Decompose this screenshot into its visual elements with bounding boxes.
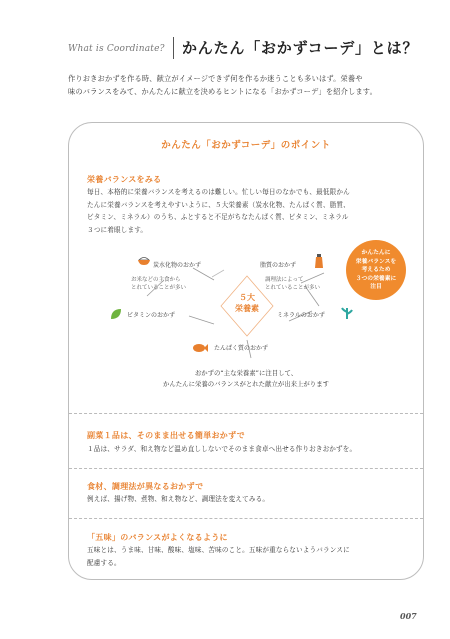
carb-note-line: お米などの主食から bbox=[131, 277, 181, 283]
intro-line: 作りおきおかずを作る時、献立がイメージできず何を作るか迷うことも多いはず。栄養や bbox=[68, 74, 363, 83]
section-line: ビタミン、ミネラル）のうち、ふとすると不足がちなたんぱく質、ビタミン、ミネラル bbox=[87, 213, 349, 221]
section-line: 配慮する。 bbox=[87, 558, 121, 567]
badge-line: ３つの栄養素に bbox=[355, 275, 397, 282]
center-line: ５大 bbox=[239, 293, 255, 302]
vitamin-label: ビタミンのおかず bbox=[127, 312, 176, 319]
section-line: 五味とは、うま味、甘味、酸味、塩味、苦味のこと。五味が重ならないようバランスに bbox=[87, 546, 350, 554]
badge-line: 考えるため bbox=[361, 267, 391, 273]
page-number: 007 bbox=[400, 611, 417, 621]
badge-line: かんたんに bbox=[361, 250, 391, 256]
oil-bottle-icon bbox=[313, 253, 325, 273]
badge-line: 注目 bbox=[370, 284, 382, 290]
carb-note-line: とれていることが多い bbox=[131, 285, 187, 291]
fat-label: 脂質のおかず bbox=[260, 262, 297, 269]
caption-line: かんたんに栄養のバランスがとれた献立が出来上がります bbox=[163, 380, 329, 388]
section-divider bbox=[69, 518, 423, 519]
intro-line: 味のバランスをみて、かんたんに献立を決めるヒントになる「おかずコーデ」を紹介します。 bbox=[68, 87, 377, 96]
fish-icon bbox=[192, 339, 208, 358]
carb-note bbox=[131, 276, 186, 292]
panel-title: かんたん「おかずコーデ」のポイント bbox=[161, 140, 331, 151]
section-divider bbox=[69, 468, 423, 469]
section-title: 副菜１品は、そのまま出せる簡単おかずで bbox=[87, 431, 245, 440]
section-line: 例えば、揚げ物、煮物、和え物など、調理法を変えてみる。 bbox=[87, 495, 270, 503]
section-body bbox=[87, 544, 409, 569]
page-title: かんたん「おかずコーデ」とは？ bbox=[182, 39, 419, 57]
leaf-icon bbox=[109, 306, 123, 325]
mineral-label: ミネラルのおかず bbox=[277, 312, 325, 319]
section-body bbox=[87, 186, 409, 236]
intro-text bbox=[68, 72, 428, 98]
points-panel bbox=[68, 122, 424, 580]
header-eyebrow: What is Coordinate? bbox=[68, 44, 165, 54]
section-title: 「五味」のバランスがよくなるように bbox=[87, 533, 228, 542]
fat-note-line: とれていることが多い bbox=[265, 285, 321, 291]
caption-line: おかずの“主な栄養素”に注目して、 bbox=[194, 369, 298, 377]
center-label bbox=[227, 292, 267, 314]
center-line: 栄養素 bbox=[235, 304, 259, 313]
page-header bbox=[68, 36, 428, 60]
section-line: たんに栄養バランスを考えやすいように、５大栄養素（炭水化物、たんぱく質、脂質、 bbox=[87, 200, 350, 209]
section-line: １品は、サラダ、和え物など温め直ししないでそのまま食卓へ出せる作りおきおかずを。 bbox=[87, 445, 357, 453]
section-divider bbox=[69, 413, 423, 414]
header-divider bbox=[173, 37, 174, 59]
badge-line: 栄養バランスを bbox=[355, 258, 397, 265]
diagram-caption bbox=[69, 368, 423, 390]
section-line: 毎日、本格的に栄養バランスを考えるのは難しい。忙しい毎日のなかでも、最低限かん bbox=[87, 188, 350, 196]
fat-note bbox=[265, 276, 320, 292]
section-title: 食材、調理法が異なるおかずで bbox=[87, 482, 204, 491]
protein-label: たんぱく質のおかず bbox=[214, 345, 269, 352]
seaweed-icon bbox=[340, 305, 354, 324]
section-body bbox=[87, 493, 409, 506]
section-line: ３つに着眼します。 bbox=[87, 225, 148, 234]
carb-label: 炭水化物のおかず bbox=[153, 262, 202, 269]
rice-bowl-icon bbox=[137, 252, 151, 271]
focus-badge bbox=[346, 240, 406, 300]
section-title: 栄養バランスをみる bbox=[87, 175, 162, 184]
section-body bbox=[87, 443, 409, 456]
fat-note-line: 調理法によって bbox=[265, 277, 304, 283]
